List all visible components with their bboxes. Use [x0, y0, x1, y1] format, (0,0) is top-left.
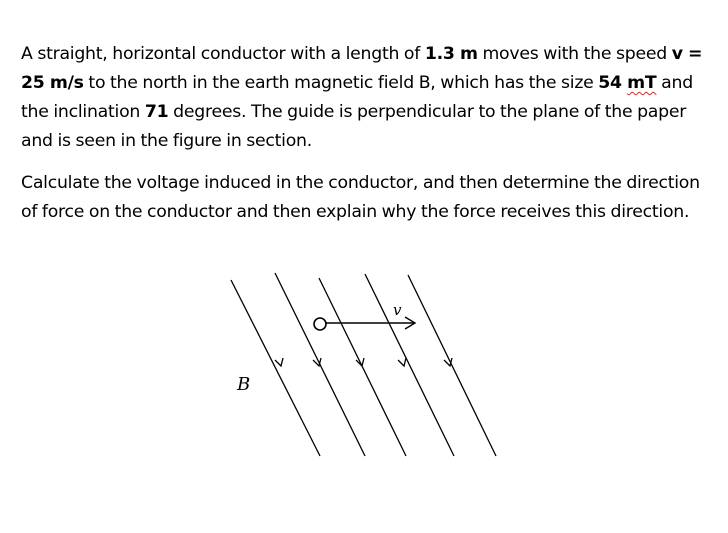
text-segment: A straight, horizontal conductor with a length of: [21, 44, 425, 64]
inclination-value: 71: [144, 102, 169, 122]
field-arrowhead: [275, 358, 283, 366]
task-statement: Calculate the voltage induced in the conductor, and then determine the direction of force on the conductor and then explain why the force receives this direction.: [21, 173, 700, 222]
field-line: [231, 280, 320, 456]
field-unit-spellcheck[interactable]: mT: [627, 73, 657, 93]
speed-value: v = 25 m/s: [21, 44, 703, 93]
length-value: 1.3 m: [424, 44, 478, 64]
text-segment: to the north in the earth magnetic field B, which has the size: [83, 73, 599, 93]
field-line: [408, 275, 496, 456]
text-segment: moves with the speed: [477, 44, 672, 64]
field-arrowhead: [444, 358, 452, 366]
field-number: 54: [598, 73, 622, 93]
field-line: [365, 274, 454, 456]
field-label: B: [237, 374, 251, 395]
velocity-label: v: [393, 301, 402, 319]
text-segment: and the inclination: [21, 73, 693, 122]
text-segment: degrees. The guide is perpendicular to the plane of the paper and is seen in the figure in section.: [21, 102, 687, 151]
field-arrowhead: [398, 358, 406, 366]
conductor-cross-section: [314, 318, 326, 330]
